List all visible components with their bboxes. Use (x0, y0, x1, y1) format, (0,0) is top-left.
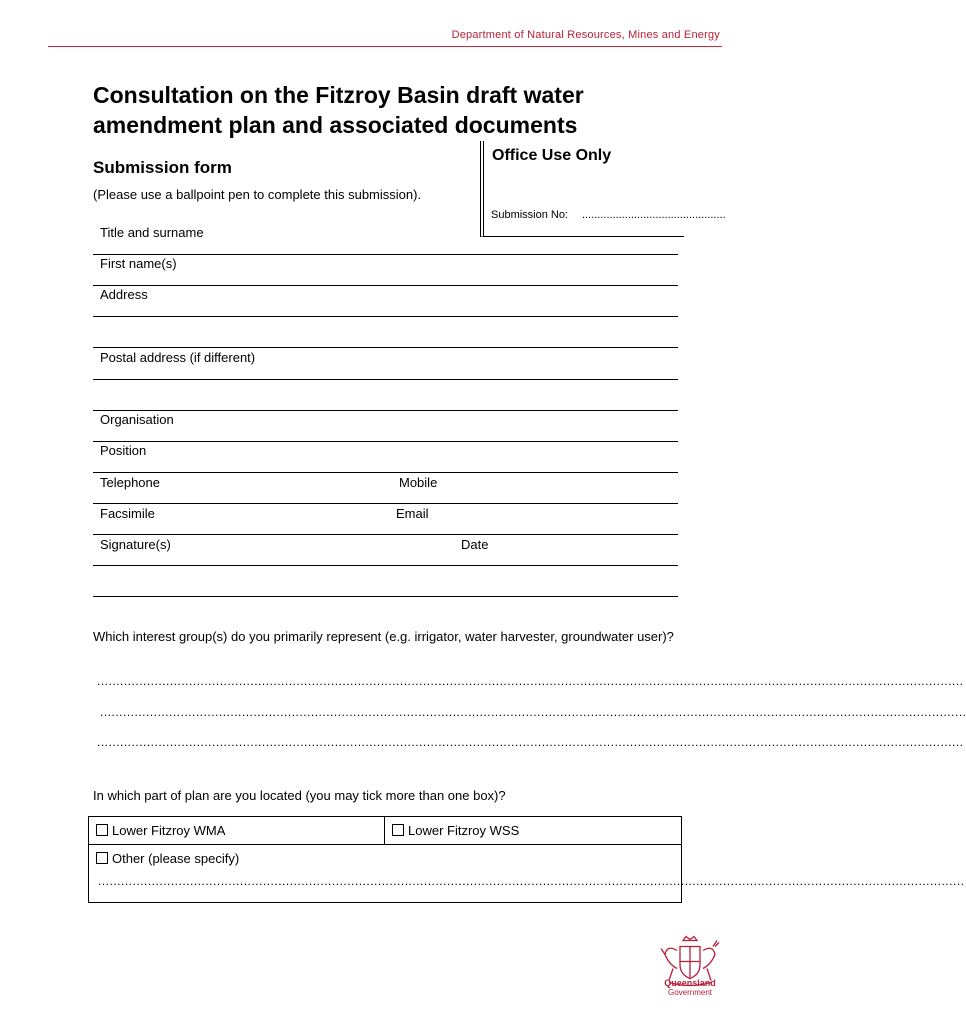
address-line-2[interactable] (93, 347, 678, 348)
office-use-title: Office Use Only (492, 147, 612, 164)
organisation-label: Organisation (100, 412, 174, 427)
header-rule (48, 46, 722, 47)
table-column-divider (384, 816, 385, 845)
address-line-1[interactable] (93, 316, 678, 317)
address-label: Address (100, 287, 148, 302)
logo-line-2: Government (667, 988, 713, 997)
postal-address-label: Postal address (if different) (100, 350, 256, 365)
queensland-government-logo (652, 978, 728, 998)
position-line[interactable] (93, 472, 678, 473)
mobile-label: Mobile (399, 475, 438, 490)
date-label: Date (461, 537, 489, 552)
checkbox-icon[interactable] (96, 824, 108, 836)
interest-group-question: Which interest group(s) do you primarily represent (e.g. irrigator, water harvester, groundwater user)? (93, 629, 674, 644)
checkbox-icon[interactable] (96, 852, 108, 864)
title-surname-label: Title and surname (100, 225, 204, 240)
checkbox-icon[interactable] (392, 824, 404, 836)
telephone-label: Telephone (100, 475, 160, 490)
position-label: Position (100, 443, 147, 458)
telephone-mobile-line[interactable] (93, 503, 678, 504)
organisation-line[interactable] (93, 441, 678, 442)
option-lower-fitzroy-wss[interactable] (392, 823, 519, 838)
interest-group-answer-line-2[interactable]: .................................................................................................................................................................................................................................. (100, 705, 966, 719)
postal-address-line-2[interactable] (93, 410, 678, 411)
form-note: (Please use a ballpoint pen to complete this submission). (93, 187, 422, 202)
signature-line-1[interactable] (93, 565, 678, 566)
option-label: Lower Fitzroy WSS (408, 823, 520, 838)
option-lower-fitzroy-wma[interactable] (96, 823, 225, 838)
signature-line-2[interactable] (93, 596, 678, 597)
page-title: Consultation on the Fitzroy Basin draft water amendment plan and associated documents (93, 82, 584, 138)
other-specify-line[interactable]: .................................................................................................................................................................................................................................. (98, 874, 965, 888)
title-surname-line[interactable] (93, 254, 678, 255)
submission-no-label: Submission No: (491, 209, 569, 221)
location-question: In which part of plan are you located (you may tick more than one box)? (93, 788, 506, 803)
submission-no-field[interactable]: ............................................... (582, 209, 726, 221)
option-label: Other (please specify) (112, 851, 240, 866)
interest-group-answer-line-1[interactable]: .................................................................................................................................................................................................................................. (97, 674, 964, 688)
department-name: Department of Natural Resources, Mines and Energy (451, 29, 720, 41)
option-label: Lower Fitzroy WMA (112, 823, 226, 838)
interest-group-answer-line-3[interactable]: .................................................................................................................................................................................................................................. (97, 735, 964, 749)
facsimile-label: Facsimile (100, 506, 155, 521)
logo-line-1: Queensland (664, 978, 716, 988)
facsimile-email-line[interactable] (93, 534, 678, 535)
first-names-line[interactable] (93, 285, 678, 286)
first-names-label: First name(s) (100, 256, 177, 271)
signatures-label: Signature(s) (100, 537, 171, 552)
option-other[interactable] (96, 851, 239, 866)
email-label: Email (396, 506, 429, 521)
form-heading: Submission form (93, 158, 232, 177)
postal-address-line-1[interactable] (93, 379, 678, 380)
